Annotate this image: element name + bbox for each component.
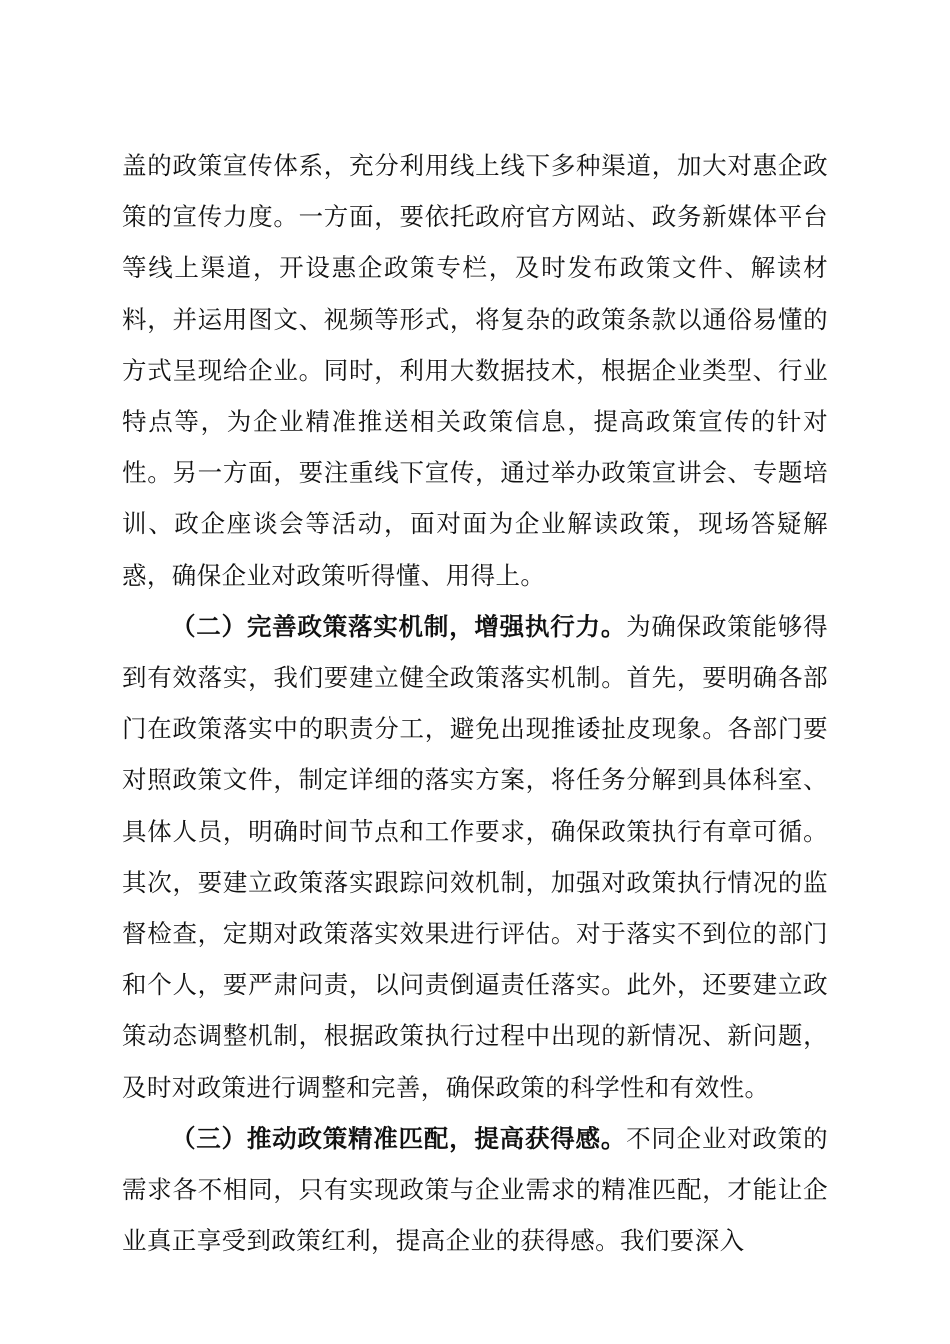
paragraph-body: 不同企业对政策的需求各不相同，只有实现政策与企业需求的精准匹配，才能让企业真正享受到政策红利，提高企业的获得感。我们要深入 [122,1123,828,1256]
paragraph-body: 为确保政策能够得到有效落实，我们要建立健全政策落实机制。首先，要明确各部门在政策落实中的职责分工，避免出现推诿扯皮现象。各部门要对照政策文件，制定详细的落实方案，将任务分解到具体科室、具体人员，明确时间节点和工作要求，确保政策执行有章可循。其次，要建立政策落实跟踪问效机制，加强对政策执行情况的监督检查，定期对政策落实效果进行评估。对于落实不到位的部门和个人，要严肃问责，以问责倒逼责任落实。此外，还要建立政策动态调整机制，根据政策执行过程中出现的新情况、新问题，及时对政策进行调整和完善，确保政策的科学性和有效性。 [122,611,828,1102]
section-heading: （三）推动政策精准匹配，提高获得感。 [171,1123,627,1153]
paragraph-continuation [122,140,828,601]
document-body [122,140,828,1266]
section-heading: （二）完善政策落实机制，增强执行力。 [171,611,627,641]
paragraph-body: 盖的政策宣传体系，充分利用线上线下多种渠道，加大对惠企政策的宣传力度。一方面，要依托政府官方网站、政务新媒体平台等线上渠道，开设惠企政策专栏，及时发布政策文件、解读材料，并运用图文、视频等形式，将复杂的政策条款以通俗易懂的方式呈现给企业。同时，利用大数据技术，根据企业类型、行业特点等，为企业精准推送相关政策信息，提高政策宣传的针对性。另一方面，要注重线下宣传，通过举办政策宣讲会、专题培训、政企座谈会等活动，面对面为企业解读政策，现场答疑解惑，确保企业对政策听得懂、用得上。 [122,151,828,590]
paragraph-section-2 [122,601,828,1113]
paragraph-section-3 [122,1113,828,1267]
